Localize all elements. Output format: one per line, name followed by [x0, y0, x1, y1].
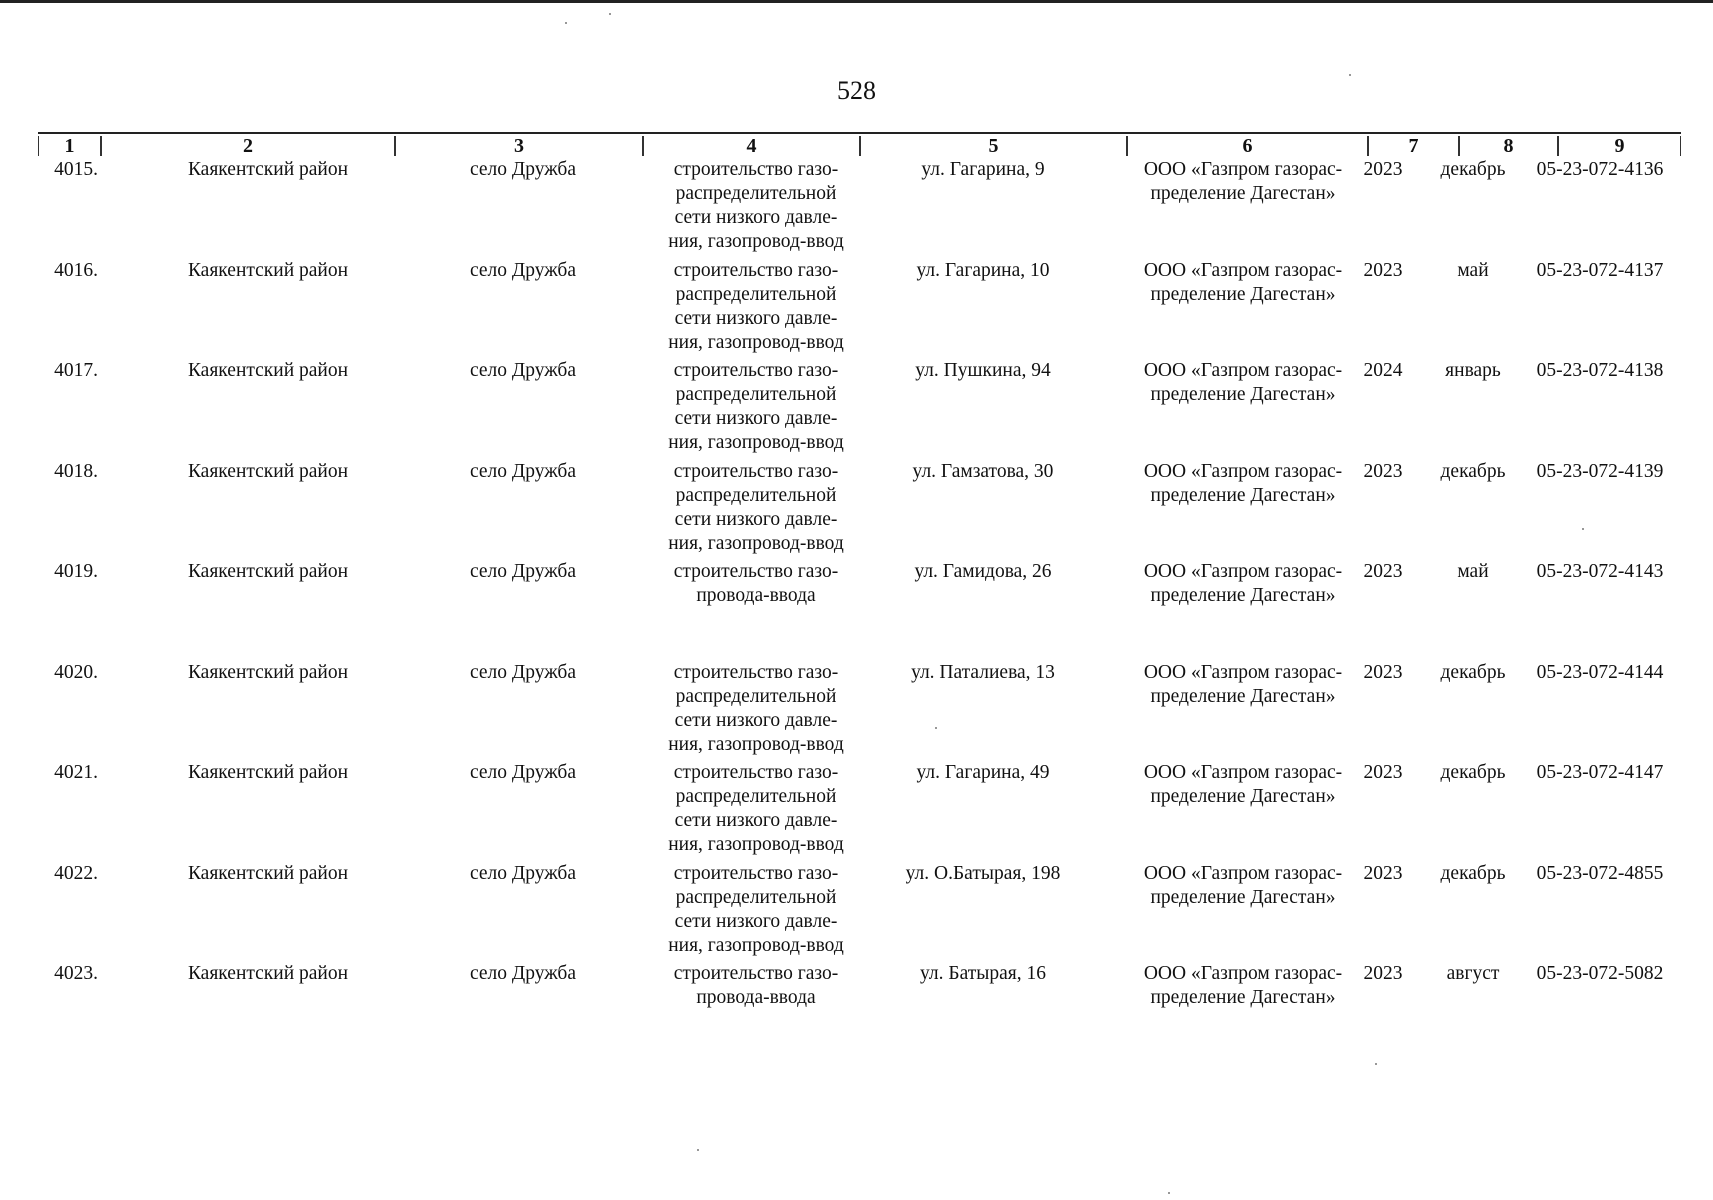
year-cell: 2023: [1363, 963, 1403, 984]
table-row: [38, 962, 1681, 1063]
year-cell: 2023: [1363, 259, 1403, 281]
month-cell: декабрь: [1440, 661, 1506, 683]
work-description-line: ния, газопровод-ввод: [668, 834, 844, 855]
work-description-cell: [606, 158, 906, 254]
organization-cell: [1078, 962, 1408, 1010]
work-description-line: распределительной: [675, 685, 837, 707]
organization-line: пределение Дагестан»: [1150, 886, 1336, 908]
work-description-line: распределительной: [675, 484, 837, 506]
work-description-cell: [606, 962, 906, 1010]
year-cell: 2023: [1363, 862, 1403, 884]
organization-line: ООО «Газпром газорас-: [1143, 259, 1343, 281]
object-code-cell: 05-23-072-4137: [1536, 259, 1664, 281]
work-description-line: сети низкого давле-: [674, 307, 838, 329]
scan-speck: [1349, 74, 1351, 76]
year-cell: 2023: [1363, 561, 1403, 582]
row-number: 4022.: [54, 862, 98, 884]
month-cell: декабрь: [1440, 862, 1506, 884]
address-cell: ул. Паталиева, 13: [911, 661, 1055, 683]
address-cell: ул. Гагарина, 10: [916, 259, 1050, 281]
work-description-cell: [606, 661, 906, 757]
settlement-cell: село Дружба: [470, 259, 576, 281]
column-header-9: 9: [1558, 136, 1681, 156]
work-description-line: распределительной: [675, 183, 837, 204]
organization-cell: [1078, 359, 1408, 407]
address-cell: ул. Гамзатова, 30: [912, 460, 1054, 482]
district-cell: Каякентский район: [187, 360, 349, 381]
row-number: 4019.: [54, 561, 98, 582]
row-number: 4018.: [54, 460, 98, 482]
scan-speck: [565, 22, 567, 24]
row-number: 4020.: [54, 661, 98, 683]
column-header-4: 4: [643, 136, 860, 156]
column-header-5: 5: [860, 136, 1127, 156]
district-cell: Каякентский район: [187, 963, 349, 984]
organization-line: ООО «Газпром газорас-: [1143, 963, 1343, 984]
month-cell: январь: [1445, 360, 1501, 381]
work-description-line: ния, газопровод-ввод: [668, 733, 844, 755]
object-code-cell: 05-23-072-4143: [1536, 561, 1664, 582]
scan-top-edge: [0, 0, 1713, 3]
work-description-line: распределительной: [675, 886, 837, 908]
organization-line: ООО «Газпром газорас-: [1143, 159, 1343, 180]
column-header-3: 3: [395, 136, 643, 156]
district-cell: Каякентский район: [187, 259, 349, 281]
object-code-cell: 05-23-072-4855: [1536, 862, 1664, 884]
table-row: [38, 460, 1681, 561]
work-description-line: строительство газо-: [673, 862, 839, 884]
row-number: 4017.: [54, 360, 98, 381]
work-description-cell: [606, 862, 906, 958]
organization-line: пределение Дагестан»: [1150, 384, 1336, 405]
work-description-line: ния, газопровод-ввод: [668, 432, 844, 453]
organization-line: ООО «Газпром газорас-: [1143, 661, 1343, 683]
district-cell: Каякентский район: [187, 862, 349, 884]
object-code-cell: 05-23-072-4144: [1536, 661, 1664, 683]
work-description-line: строительство газо-: [673, 762, 839, 783]
table-row: [38, 862, 1681, 963]
organization-cell: [1078, 661, 1408, 709]
work-description-line: строительство газо-: [673, 661, 839, 683]
table-row: [38, 761, 1681, 862]
scan-speck: [1582, 528, 1584, 530]
month-cell: август: [1446, 963, 1500, 984]
registry-table: [38, 132, 1681, 1063]
year-cell: 2023: [1363, 159, 1403, 180]
month-cell: май: [1457, 259, 1489, 281]
page-number: 528: [837, 76, 876, 105]
organization-cell: [1078, 460, 1408, 508]
organization-line: пределение Дагестан»: [1150, 183, 1336, 204]
work-description-line: сети низкого давле-: [674, 408, 838, 429]
work-description-line: провода-ввода: [696, 585, 816, 606]
work-description-line: ния, газопровод-ввод: [668, 331, 844, 353]
row-number: 4015.: [54, 159, 98, 180]
month-cell: декабрь: [1440, 460, 1506, 482]
object-code-cell: 05-23-072-4136: [1536, 159, 1664, 180]
settlement-cell: село Дружба: [470, 460, 576, 482]
organization-cell: [1078, 259, 1408, 307]
column-header-7: 7: [1368, 136, 1459, 156]
work-description-line: сети низкого давле-: [674, 508, 838, 530]
settlement-cell: село Дружба: [470, 762, 576, 783]
organization-line: ООО «Газпром газорас-: [1143, 762, 1343, 783]
year-cell: 2023: [1363, 762, 1403, 783]
table-row: [38, 661, 1681, 762]
settlement-cell: село Дружба: [470, 963, 576, 984]
scan-speck: [697, 1149, 699, 1151]
organization-line: ООО «Газпром газорас-: [1143, 360, 1343, 381]
column-header-8: 8: [1459, 136, 1558, 156]
address-cell: ул. Гагарина, 49: [916, 762, 1050, 783]
organization-line: пределение Дагестан»: [1150, 987, 1336, 1008]
settlement-cell: село Дружба: [470, 862, 576, 884]
work-description-line: ния, газопровод-ввод: [668, 231, 844, 252]
year-cell: 2023: [1363, 460, 1403, 482]
column-header-6: 6: [1127, 136, 1368, 156]
object-code-cell: 05-23-072-4147: [1536, 762, 1664, 783]
district-cell: Каякентский район: [187, 460, 349, 482]
year-cell: 2024: [1363, 360, 1403, 381]
district-cell: Каякентский район: [187, 661, 349, 683]
organization-line: пределение Дагестан»: [1150, 484, 1336, 506]
organization-line: ООО «Газпром газорас-: [1143, 862, 1343, 884]
object-code-cell: 05-23-072-5082: [1536, 963, 1664, 984]
scan-speck: [609, 13, 611, 15]
month-cell: декабрь: [1440, 159, 1506, 180]
object-code-cell: 05-23-072-4139: [1536, 460, 1664, 482]
district-cell: Каякентский район: [187, 159, 349, 180]
settlement-cell: село Дружба: [470, 561, 576, 582]
district-cell: Каякентский район: [187, 762, 349, 783]
organization-cell: [1078, 761, 1408, 809]
work-description-line: сети низкого давле-: [674, 709, 838, 731]
work-description-line: ния, газопровод-ввод: [668, 934, 844, 956]
organization-cell: [1078, 158, 1408, 206]
address-cell: ул. Батырая, 16: [920, 963, 1046, 984]
organization-line: ООО «Газпром газорас-: [1143, 460, 1343, 482]
month-cell: май: [1457, 561, 1489, 582]
organization-line: пределение Дагестан»: [1150, 786, 1336, 807]
work-description-cell: [606, 560, 906, 608]
address-cell: ул. Гагарина, 9: [921, 159, 1045, 180]
work-description-line: строительство газо-: [673, 259, 839, 281]
work-description-line: распределительной: [675, 283, 837, 305]
work-description-line: распределительной: [675, 384, 837, 405]
scan-speck: [1375, 1063, 1377, 1065]
organization-line: пределение Дагестан»: [1150, 685, 1336, 707]
column-header-2: 2: [101, 136, 395, 156]
year-cell: 2023: [1363, 661, 1403, 683]
table-row: [38, 359, 1681, 460]
organization-line: пределение Дагестан»: [1150, 585, 1336, 606]
scan-speck: [935, 727, 937, 729]
row-number: 4016.: [54, 259, 98, 281]
address-cell: ул. О.Батырая, 198: [905, 862, 1061, 884]
work-description-line: сети низкого давле-: [674, 910, 838, 932]
work-description-cell: [606, 359, 906, 455]
work-description-cell: [606, 460, 906, 556]
work-description-cell: [606, 259, 906, 355]
work-description-line: строительство газо-: [673, 360, 839, 381]
settlement-cell: село Дружба: [470, 360, 576, 381]
work-description-line: сети низкого давле-: [674, 810, 838, 831]
work-description-cell: [606, 761, 906, 857]
organization-line: ООО «Газпром газорас-: [1143, 561, 1343, 582]
district-cell: Каякентский район: [187, 561, 349, 582]
row-number: 4021.: [54, 762, 98, 783]
work-description-line: сети низкого давле-: [674, 207, 838, 228]
row-number: 4023.: [54, 963, 98, 984]
work-description-line: строительство газо-: [673, 963, 839, 984]
address-cell: ул. Пушкина, 94: [915, 360, 1051, 381]
table-row: [38, 259, 1681, 360]
organization-cell: [1078, 560, 1408, 608]
work-description-line: распределительной: [675, 786, 837, 807]
object-code-cell: 05-23-072-4138: [1536, 360, 1664, 381]
work-description-line: провода-ввода: [696, 987, 816, 1008]
column-header-1: 1: [38, 136, 101, 156]
scan-speck: [1168, 1192, 1170, 1194]
table-body: [38, 158, 1681, 1063]
settlement-cell: село Дружба: [470, 661, 576, 683]
table-header-row: [38, 132, 1681, 158]
settlement-cell: село Дружба: [470, 159, 576, 180]
table-row: [38, 158, 1681, 259]
organization-cell: [1078, 862, 1408, 910]
organization-line: пределение Дагестан»: [1150, 283, 1336, 305]
work-description-line: строительство газо-: [673, 561, 839, 582]
address-cell: ул. Гамидова, 26: [914, 561, 1052, 582]
work-description-line: ния, газопровод-ввод: [668, 532, 844, 554]
work-description-line: строительство газо-: [673, 460, 839, 482]
work-description-line: строительство газо-: [673, 159, 839, 180]
month-cell: декабрь: [1440, 762, 1506, 783]
table-row: [38, 560, 1681, 661]
